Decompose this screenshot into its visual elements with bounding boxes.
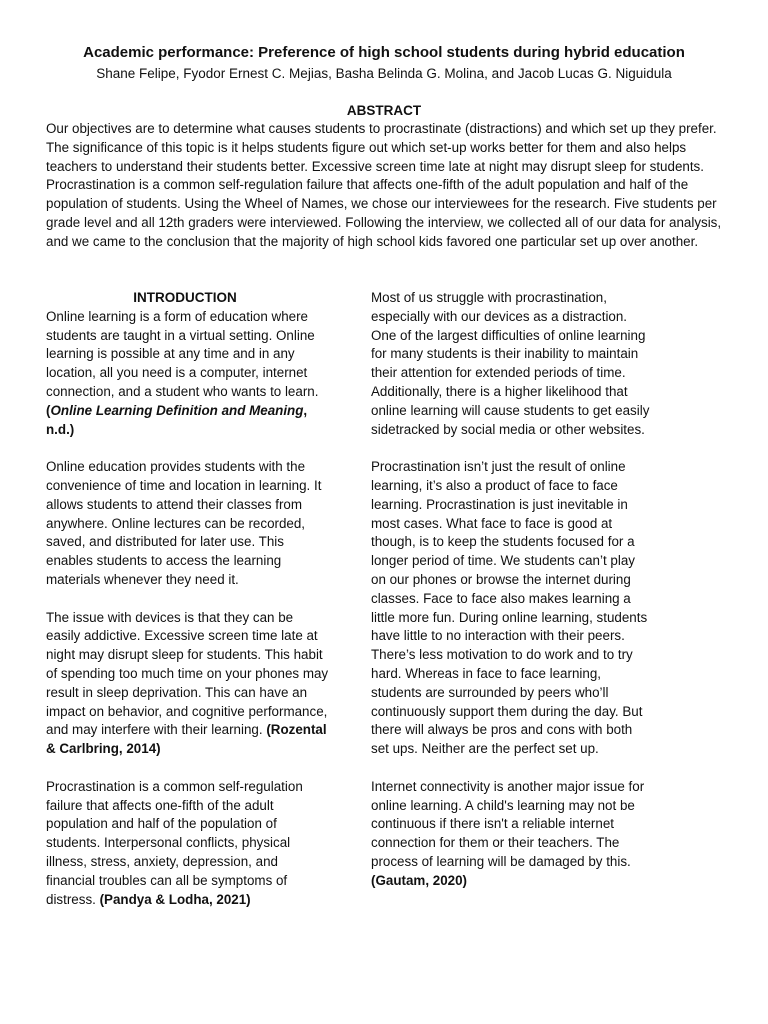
citation: (Online Learning Definition and Meaning, n.d.) <box>46 402 308 437</box>
citation: (Pandya & Lodha, 2021) <box>99 891 251 907</box>
paragraph-connectivity <box>371 778 653 891</box>
paragraph-online-learning <box>46 308 330 440</box>
paragraph-struggle <box>371 289 653 439</box>
paragraph-face-to-face <box>371 458 653 759</box>
left-column <box>46 289 330 928</box>
citation: (Rozental & Carlbring, 2014) <box>46 722 327 757</box>
introduction-heading: INTRODUCTION <box>133 290 237 305</box>
citation-title: Online Learning Definition and Meaning <box>50 402 304 418</box>
paragraph-procrastination <box>46 778 330 910</box>
paragraph-text: Most of us struggle with procrastination, especially with our devices as a distraction. One of the largest difficulties of online learning for many students is their inability to maintain their attention for extended periods of time. Additionally, there is a higher likelihood that online learning will cause students to get easily sidetracked by social media or other websites. <box>371 290 650 437</box>
author-list: Shane Felipe, Fyodor Ernest C. Mejias, Basha Belinda G. Molina, and Jacob Lucas G. Niguidula <box>96 66 672 81</box>
paragraph-text: Online learning is a form of education where students are taught in a virtual setting. Online learning is possible at any time and in any location, all you need is a computer, internet connection, and a student who wants to learn. <box>46 308 319 399</box>
paragraph-text: Internet connectivity is another major issue for online learning. A child's learning may not be continuous if there isn't a reliable internet connection for them or their teachers. The process of learning will be damaged by this. <box>371 778 645 869</box>
paragraph-devices <box>46 609 330 759</box>
paragraph-text: Procrastination isn’t just the result of online learning, it’s also a product of face to face learning. Procrastination is just inevitable in most cases. What face to face is good at though, is to keep the students focused for a longer period of time. We students can’t play on our phones or browse the internet during classes. Face to face also makes learning a little more fun. During online learning, students have little to no interaction with their peers. There’s less motivation to do work and to try hard. Whereas in face to face learning, students are surrounded by peers who’ll continuously support them during the day. But there will always be pros and cons with both set ups. Neither are the perfect set up. <box>371 459 648 757</box>
paragraph-text: The issue with devices is that they can be easily addictive. Excessive screen time late at night may disrupt sleep for students. This habit of spending too much time on your phones may result in sleep deprivation. This can have an impact on behavior, and cognitive performance, and may interfere with their learning. <box>46 609 329 738</box>
abstract-text: Our objectives are to determine what causes students to procrastinate (distractions) and which set up they prefer. The significance of this topic is it helps students figure out which set-up works better for them and also helps teachers to understand their students better. Excessive screen time late at night may disrupt sleep for students. Procrastination is a common self-regulation failure that affects one-fifth of the adult population and half of the population of students. Using the Wheel of Names, we chose our interviewees for the research. Five students per grade level and all 12th graders were interviewed. Following the interview, we collected all of our data for analysis, and we came to the conclusion that the majority of high school kids favored one particular set up over another. <box>46 121 722 249</box>
paper-title: Academic performance: Preference of high school students during hybrid education <box>83 44 685 61</box>
abstract-heading: ABSTRACT <box>346 103 422 118</box>
right-column <box>371 289 653 909</box>
paragraph-text: Procrastination is a common self-regulation failure that affects one-fifth of the adult population and half of the population of students. Interpersonal conflicts, physical illness, stress, anxiety, depression, and financial troubles can all be symptoms of distress. <box>46 778 303 907</box>
paragraph-online-education <box>46 458 330 590</box>
paragraph-text: Online education provides students with the convenience of time and location in learning. It allows students to attend their classes from anywhere. Online lectures can be recorded, saved, and distributed for later use. This enables students to access the learning materials whenever they need it. <box>46 459 322 587</box>
citation: (Gautam, 2020) <box>371 872 468 888</box>
